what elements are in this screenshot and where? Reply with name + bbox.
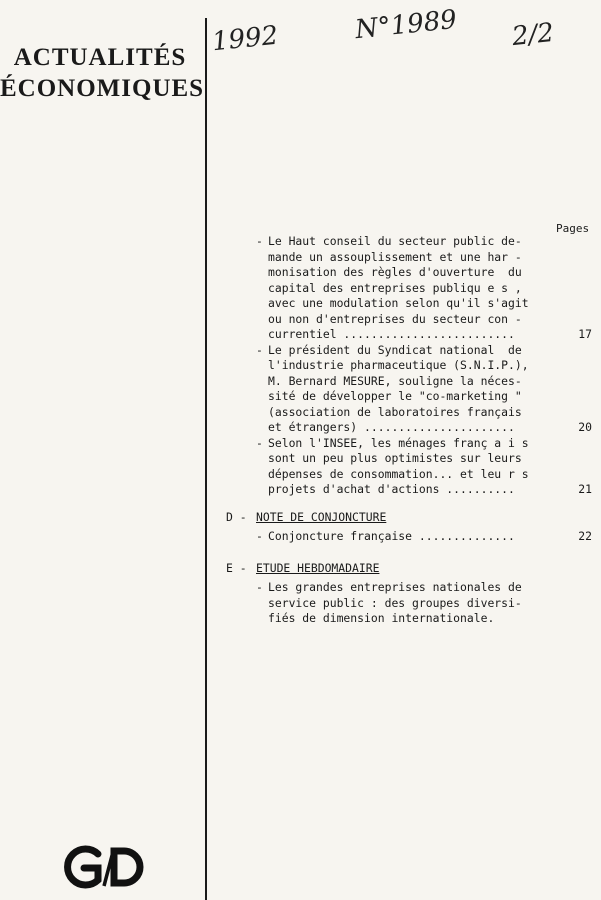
handwritten-year: 1992: [210, 20, 280, 58]
entry-text-line: avec une modulation selon qu'il s'agit: [268, 296, 529, 310]
toc-entry: [226, 343, 596, 436]
entry-text-line: sont un peu plus optimistes sur leurs: [268, 451, 522, 465]
entry-text-line: service public : des groupes diversi-: [268, 595, 522, 610]
entry-text-line: Le président du Syndicat national de: [268, 342, 522, 357]
toc-entry: [226, 580, 596, 627]
section-letter: E -: [226, 560, 247, 575]
entry-text-line: projets d'achat d'actions ..........: [268, 482, 515, 496]
masthead: [0, 42, 205, 104]
vertical-divider: [205, 18, 207, 900]
entry-text-line: l'industrie pharmaceutique (S.N.I.P.),: [268, 358, 529, 372]
entry-text-line: Selon l'INSEE, les ménages franç a i s: [268, 435, 529, 450]
entry-text-line: (association de laboratoires français: [268, 404, 522, 419]
section-title: ETUDE HEBDOMADAIRE: [256, 560, 380, 575]
entry-text-line: Conjoncture française ..............: [268, 529, 515, 543]
entry-dash: -: [256, 580, 263, 594]
entry-text-line: currentiel .........................: [268, 327, 515, 341]
entry-text-line: et étrangers) ......................: [268, 420, 515, 434]
toc-entry: [226, 436, 596, 498]
handwritten-page-number: 2/2: [510, 17, 556, 53]
pages-column-label: Pages: [556, 222, 590, 235]
entry-page-number: 22: [578, 529, 592, 543]
masthead-line-2: ÉCONOMIQUES: [0, 75, 205, 102]
toc-section: [226, 510, 596, 545]
entry-text-line: sité de développer le "co-marketing ": [268, 389, 522, 403]
toc-sections: [226, 510, 596, 627]
toc-items: [226, 234, 596, 498]
masthead-line-1: ACTUALITÉS: [13, 44, 187, 71]
entry-text-line: Le Haut conseil du secteur public de-: [268, 234, 522, 248]
table-of-contents: [226, 234, 596, 627]
entry-dash: -: [256, 435, 263, 450]
entry-text-line: mande un assouplissement et une har -: [268, 249, 522, 264]
section-letter: D -: [226, 509, 247, 524]
entry-text-line: fiés de dimension internationale.: [268, 611, 495, 625]
entry-dash: -: [256, 234, 263, 248]
toc-entry: [226, 234, 596, 343]
entry-dash: -: [256, 529, 263, 543]
toc-entry: [226, 529, 596, 545]
entry-page-number: 21: [578, 482, 592, 496]
gd-logo-icon: [54, 844, 164, 890]
section-title: NOTE DE CONJONCTURE: [256, 509, 387, 524]
entry-text-line: monisation des règles d'ouverture du: [268, 265, 522, 279]
entry-text-line: M. Bernard MESURE, souligne la néces-: [268, 373, 522, 388]
entry-text-line: capital des entreprises publiqu e s ,: [268, 280, 522, 295]
handwritten-issue-number: N°1989: [353, 4, 459, 46]
entry-text-line: Les grandes entreprises nationales de: [268, 580, 522, 594]
entry-text-line: dépenses de consommation... et leu r s: [268, 466, 529, 481]
entry-dash: -: [256, 342, 263, 357]
entry-page-number: 17: [578, 327, 592, 341]
section-items: [226, 529, 596, 545]
section-items: [226, 580, 596, 627]
entry-text-line: ou non d'entreprises du secteur con -: [268, 311, 522, 326]
toc-section: [226, 561, 596, 627]
entry-page-number: 20: [578, 420, 592, 434]
